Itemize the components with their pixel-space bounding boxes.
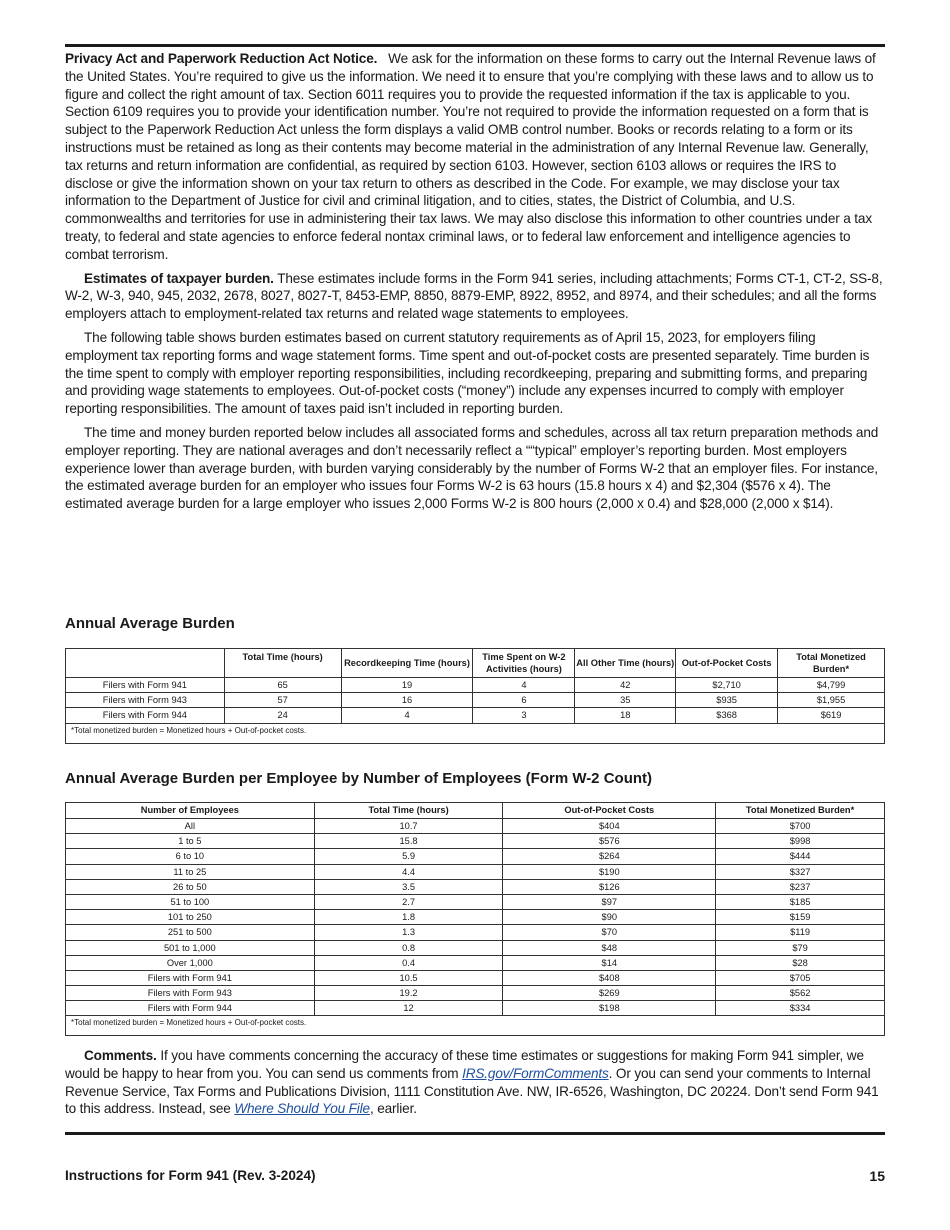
table-cell: $368	[676, 708, 778, 723]
comments-text: . Or you can send your comments to Internal Revenue Service, Tax Forms and Publications Division, 1111 Constitution Ave. NW, IR-6526, Washington, DC 20224. Don’t send Form 941 to this address. Instead, see	[65, 1065, 879, 1117]
table-row	[66, 910, 885, 925]
table-cell: Over 1,000	[66, 955, 315, 970]
table-cell: $998	[716, 834, 885, 849]
table1-header: Out-of-Pocket Costs	[676, 649, 778, 678]
table-cell: 18	[575, 708, 676, 723]
table-row	[66, 894, 885, 909]
table1-title: Annual Average Burden	[65, 615, 235, 632]
privacy-text: We ask for the information on these forms to carry out the Internal Revenue laws of the United States. You’re required to give us the information. We need it to ensure that you’re complying with these laws and to allow us to figure and collect the right amount of tax. Section 6011 requires you to provide the requested information if the tax is applicable to you. Section 6109 requires you to provide your identification number. You’re not required to provide the information requested on a form that is subject to the Paperwork Reduction Act unless the form displays a valid OMB control number. Books or records relating to a form or its instructions must be retained as long as their contents may become material in the administration of any Internal Revenue law. Generally, tax returns and return information are confidential, as required by section 6103. However, section 6103 allows or requires the IRS to disclose or give the information shown on your tax return to others as described in the Code. For example, we may disclose your tax information to the Department of Justice for civil and criminal litigation, and to cities, states, the District of Columbia, and U.S. commonwealths and territories for use in administering their tax laws. We may also disclose this information to other countries under a tax treaty, to federal and state agencies to enforce federal nontax criminal laws, or to federal law enforcement and intelligence agencies to combat terrorism.	[65, 51, 876, 262]
table-cell: Filers with Form 943	[66, 986, 315, 1001]
table-cell: $97	[503, 894, 716, 909]
table-row	[66, 970, 885, 985]
table1-footnote: *Total monetized burden = Monetized hours + Out-of-pocket costs.	[66, 723, 885, 743]
table-cell: 0.4	[314, 955, 503, 970]
table1-header	[66, 649, 225, 678]
table-cell: 4	[473, 678, 575, 693]
table-cell: 4	[341, 708, 473, 723]
table-cell: $48	[503, 940, 716, 955]
table-cell: 3.5	[314, 879, 503, 894]
table-cell: 0.8	[314, 940, 503, 955]
table-cell: Filers with Form 941	[66, 678, 225, 693]
estimates-text: These estimates include forms in the Form 941 series, including attachments; Forms CT-1, CT-2, SS-8, W-2, W-3, 940, 945, 2032, 2678, 8027, 8027-T, 8453-EMP, 8850, 8879-EMP, 8922, 8952, and 8974, and their schedules; and all the forms employers attach to employment-related tax returns and related wage statements to employees.	[65, 270, 883, 322]
table-row	[66, 693, 885, 708]
table2-footnote: *Total monetized burden = Monetized hours + Out-of-pocket costs.	[66, 1016, 885, 1036]
table-cell: $185	[716, 894, 885, 909]
table-cell: $2,710	[676, 678, 778, 693]
table-cell: Filers with Form 944	[66, 1001, 315, 1016]
table2-header: Total Monetized Burden*	[716, 803, 885, 819]
table-row	[66, 678, 885, 693]
table-cell: 24	[224, 708, 341, 723]
table-cell: 4.4	[314, 864, 503, 879]
table-row	[66, 708, 885, 723]
table-cell: 42	[575, 678, 676, 693]
table-cell: 2.7	[314, 894, 503, 909]
table-cell: Filers with Form 943	[66, 693, 225, 708]
table1-header: Time Spent on W-2 Activities (hours)	[473, 649, 575, 678]
where-should-you-file-link[interactable]: Where Should You File	[234, 1101, 370, 1117]
table-cell: $576	[503, 834, 716, 849]
table-cell: $705	[716, 970, 885, 985]
comments-paragraph	[65, 1047, 885, 1118]
time-money-paragraph: The time and money burden reported below includes all associated forms and schedules, across all tax return preparation methods and employer reporting. They are national averages and don’t necessarily reflect a ““typical” employer’s reporting burden. Most employers experience lower than average burden, with burden varying considerably by the number of Forms W-2 that an employer files. For instance, the estimated average burden for an employer who issues four Forms W-2 is 63 hours (15.8 hours x 4) and $2,304 ($576 x 4). The estimated average burden for a large employer who issues 2,000 Forms W-2 is 800 hours (2,000 x 0.4) and $28,000 (2,000 x $14).	[65, 424, 879, 512]
table-cell: $70	[503, 925, 716, 940]
table-row	[66, 940, 885, 955]
estimates-heading: Estimates of taxpayer burden.	[84, 270, 274, 286]
comments-text: , earlier.	[369, 1101, 417, 1117]
table-cell: 65	[224, 678, 341, 693]
table2-header: Out-of-Pocket Costs	[503, 803, 716, 819]
table-cell: $14	[503, 955, 716, 970]
table2-title: Annual Average Burden per Employee by Number of Employees (Form W-2 Count)	[65, 770, 653, 787]
body-text-upper	[65, 50, 885, 519]
table-cell: $700	[716, 819, 885, 834]
comments-text: If you have comments concerning the accuracy of these time estimates or suggestions for making Form 941 simpler, we would be happy to hear from you. You can send us comments from	[65, 1048, 864, 1081]
table-cell: $237	[716, 879, 885, 894]
table-cell: $444	[716, 849, 885, 864]
table-cell: $1,955	[778, 693, 885, 708]
table2-header: Number of Employees	[66, 803, 315, 819]
table-cell: $334	[716, 1001, 885, 1016]
table-cell: $408	[503, 970, 716, 985]
table-cell: 6 to 10	[66, 849, 315, 864]
table-cell: $4,799	[778, 678, 885, 693]
table-cell: 1.8	[314, 910, 503, 925]
table-row	[66, 849, 885, 864]
table2-header: Total Time (hours)	[314, 803, 503, 819]
table-row	[66, 834, 885, 849]
page-number: 15	[869, 1168, 885, 1184]
table-cell: 3	[473, 708, 575, 723]
comments-heading: Comments.	[84, 1048, 157, 1063]
table-cell: $935	[676, 693, 778, 708]
table-cell: 5.9	[314, 849, 503, 864]
comments-section	[65, 1047, 885, 1124]
top-rule	[65, 44, 885, 47]
page-footer	[65, 1168, 885, 1183]
privacy-paragraph	[65, 50, 885, 264]
table-cell: $198	[503, 1001, 716, 1016]
table-footnote-row	[66, 1016, 885, 1036]
table1-header-row	[66, 649, 885, 678]
table-cell: 19.2	[314, 986, 503, 1001]
table2-body	[66, 819, 885, 1036]
table-cell: $28	[716, 955, 885, 970]
table1-header: Recordkeeping Time (hours)	[341, 649, 473, 678]
table-cell: 10.7	[314, 819, 503, 834]
table-cell: Filers with Form 944	[66, 708, 225, 723]
table-cell: 57	[224, 693, 341, 708]
table-row	[66, 986, 885, 1001]
table-cell: $562	[716, 986, 885, 1001]
footer-title: Instructions for Form 941 (Rev. 3-2024)	[65, 1168, 316, 1183]
table-row	[66, 955, 885, 970]
table-row	[66, 879, 885, 894]
burden-per-employee-table	[65, 802, 885, 1036]
irs-form-comments-link[interactable]: IRS.gov/FormComments	[462, 1065, 609, 1081]
table-cell: 1 to 5	[66, 834, 315, 849]
table-cell: Filers with Form 941	[66, 970, 315, 985]
table-cell: $619	[778, 708, 885, 723]
table-cell: $269	[503, 986, 716, 1001]
table-cell: $79	[716, 940, 885, 955]
table-cell: 19	[341, 678, 473, 693]
privacy-heading: Privacy Act and Paperwork Reduction Act Notice.	[65, 51, 378, 66]
estimates-paragraph	[65, 270, 885, 323]
table-cell: 35	[575, 693, 676, 708]
table-row	[66, 925, 885, 940]
table-cell: 12	[314, 1001, 503, 1016]
table1-header: All Other Time (hours)	[575, 649, 676, 678]
table-cell: All	[66, 819, 315, 834]
table-cell: 10.5	[314, 970, 503, 985]
bottom-rule	[65, 1132, 885, 1135]
table-cell: $90	[503, 910, 716, 925]
table-row	[66, 864, 885, 879]
table-cell: 101 to 250	[66, 910, 315, 925]
table-cell: 26 to 50	[66, 879, 315, 894]
table-cell: 15.8	[314, 834, 503, 849]
annual-average-burden-table	[65, 648, 885, 744]
table-cell: 6	[473, 693, 575, 708]
table-cell: 251 to 500	[66, 925, 315, 940]
table-cell: 1.3	[314, 925, 503, 940]
table-cell: $327	[716, 864, 885, 879]
table-cell: $190	[503, 864, 716, 879]
table-cell: 16	[341, 693, 473, 708]
table-cell: $159	[716, 910, 885, 925]
table-cell: $126	[503, 879, 716, 894]
table-footnote-row	[66, 723, 885, 743]
table-cell: $119	[716, 925, 885, 940]
table2-header-row	[66, 803, 885, 819]
table-row	[66, 1001, 885, 1016]
table-cell: 501 to 1,000	[66, 940, 315, 955]
table1-header: Total Monetized Burden*	[778, 649, 885, 678]
table-cell: $404	[503, 819, 716, 834]
table-intro-paragraph: The following table shows burden estimates based on current statutory requirements as of April 15, 2023, for employers filing employment tax reporting forms and wage statement forms. Time spent and out-of-pocket costs are presented separately. Time burden is the time spent to comply with employer reporting responsibilities, including recordkeeping, preparing and submitting forms, and preparing and providing wage statements to employees. Out-of-pocket costs (“money”) include any expenses incurred to comply with employer reporting responsibilities. The amount of taxes paid isn’t included in reporting burden.	[65, 329, 870, 417]
table-cell: 11 to 25	[66, 864, 315, 879]
table-row	[66, 819, 885, 834]
table1-header: Total Time (hours)	[224, 649, 341, 678]
table-cell: $264	[503, 849, 716, 864]
table-cell: 51 to 100	[66, 894, 315, 909]
